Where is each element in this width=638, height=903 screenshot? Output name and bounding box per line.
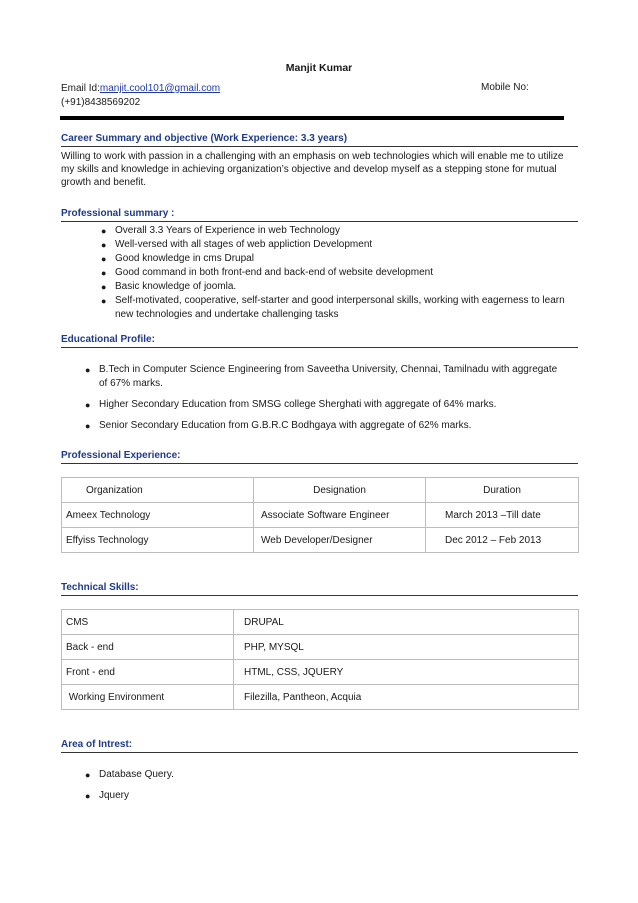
candidate-name: Manjit Kumar [285, 62, 353, 74]
table-cell: Back - end [62, 635, 234, 660]
education-list [85, 363, 565, 433]
bullet-icon: ● [85, 770, 91, 780]
table-cell: HTML, CSS, JQUERY [234, 660, 579, 685]
table-cell: DRUPAL [234, 610, 579, 635]
table-cell: Web Developer/Designer [254, 528, 426, 553]
list-item: ● Basic knowledge of joomla. [101, 281, 237, 292]
education-heading: Educational Profile: [61, 334, 578, 348]
list-item: ● Jquery [85, 790, 130, 801]
header-divider [60, 116, 564, 120]
table-cell: Working Environment [62, 685, 234, 710]
bullet-icon: ● [101, 296, 107, 306]
career-heading: Career Summary and objective (Work Experience: 3.3 years) [61, 133, 578, 147]
table-cell: Associate Software Engineer [254, 503, 426, 528]
list-item: ● Database Query. [85, 769, 174, 780]
column-header: Organization [62, 478, 254, 503]
list-item: ● Good knowledge in cms Drupal [101, 253, 254, 264]
list-item: ● Well-versed with all stages of web appliction Development [101, 239, 373, 250]
skills-heading: Technical Skills: [61, 582, 578, 596]
table-row [62, 528, 579, 553]
table-row [62, 660, 579, 685]
bullet-icon: ● [85, 365, 91, 375]
table-row [62, 610, 579, 635]
bullet-icon: ● [85, 400, 91, 410]
career-text: Willing to work with passion in a challenging with an emphasis on web technologies which will enable me to utilize my skills and knowledge in achieving organization’s objective and develop myself as a stepping stone for mutual growth and benefit. [61, 151, 564, 188]
table-cell: March 2013 –Till date [426, 503, 579, 528]
column-header: Designation [254, 478, 426, 503]
bullet-icon: ● [101, 268, 107, 278]
list-item: ● Overall 3.3 Years of Experience in web Technology [101, 225, 340, 236]
list-item: ● Higher Secondary Education from SMSG college Sherghati with aggregate of 64% marks. [85, 399, 497, 410]
bullet-icon: ● [101, 254, 107, 264]
prof-summary-heading: Professional summary : [61, 208, 578, 222]
table-cell: Filezilla, Pantheon, Acquia [234, 685, 579, 710]
list-item: ● B.Tech in Computer Science Engineering from Saveetha University, Chennai, Tamilnadu with aggregate of 67% marks. [85, 364, 558, 389]
experience-table [61, 477, 579, 553]
table-header-row [62, 478, 579, 503]
table-cell: Front - end [62, 660, 234, 685]
interest-heading: Area of Intrest: [61, 739, 578, 753]
skills-table [61, 609, 579, 710]
bullet-icon: ● [85, 421, 91, 431]
bullet-icon: ● [85, 791, 91, 801]
phone-number: (+91)8438569202 [61, 97, 141, 108]
interest-list [85, 768, 385, 803]
mobile-label: Mobile No: [481, 82, 529, 93]
list-item: ● Good command in both front-end and back-end of website development [101, 267, 433, 278]
table-row [62, 503, 579, 528]
table-cell: PHP, MYSQL [234, 635, 579, 660]
list-item: ● Self-motivated, cooperative, self-starter and good interpersonal skills, working with eagerness to learn new technologies and undertake challenging tasks [101, 295, 565, 320]
table-row [62, 685, 579, 710]
prof-summary-list [101, 224, 579, 322]
table-cell: Ameex Technology [62, 503, 254, 528]
bullet-icon: ● [101, 282, 107, 292]
email-label: Email Id: [61, 83, 100, 94]
list-item: ● Senior Secondary Education from G.B.R.C Bodhgaya with aggregate of 62% marks. [85, 420, 472, 431]
table-row [62, 635, 579, 660]
table-cell: Effyiss Technology [62, 528, 254, 553]
bullet-icon: ● [101, 240, 107, 250]
experience-heading: Professional Experience: [61, 450, 578, 464]
table-cell: CMS [62, 610, 234, 635]
table-cell: Dec 2012 – Feb 2013 [426, 528, 579, 553]
email-link[interactable]: manjit.cool101@gmail.com [99, 83, 221, 94]
column-header: Duration [426, 478, 579, 503]
bullet-icon: ● [101, 226, 107, 236]
